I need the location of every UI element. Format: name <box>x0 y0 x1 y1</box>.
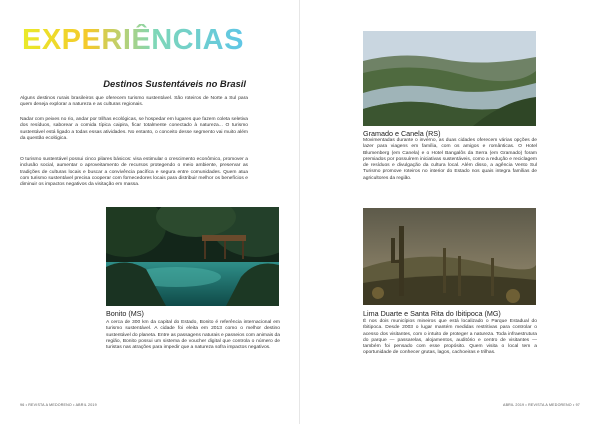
gramado-canyon-illustration <box>363 31 536 126</box>
left-footer: 96 • REVISTA A MEDORENO • ABRIL 2019 <box>20 403 97 407</box>
intro-paragraph-3: O turismo sustentável possui cinco pilares básicos: visa estimular o crescimento econômico, promover a inclusão social, aumentar o aproveitamento de recursos protegendo o meio ambiente, preservar as tradições de culturas locais e buscar a convivência pacífica e segura entre comunidades. Quem atua com turismo sustentável precisa cooperar com fornecedores locais para distribuir melhor os benefícios e diminuir os impactos negativos da visitação em massa. <box>20 157 248 188</box>
bonito-photo <box>106 207 279 306</box>
ibitipoca-cactus-illustration <box>363 208 536 305</box>
ibitipoca-photo <box>363 208 536 305</box>
bonito-lake-illustration <box>106 207 279 306</box>
intro-paragraph-1: Alguns destinos rurais brasileiros que oferecem turismo sustentável. São roteiros de Norte a Sul para quem deseja explorar a natureza e as culturas regionais. <box>20 96 248 108</box>
gramado-caption: Gramado e Canela (RS) <box>363 129 441 138</box>
gramado-paragraph: Movimentadas durante o inverno, as duas cidades oferecem várias opções de lazer para viagens em família, com os amigos e românticas. O Hotel Blumenberg (em Canela) e o Hotel Bangalôs da Serra (em Gramado) foram premiados por possuírem iniciativas sustentáveis, como a redução e reciclagem de resíduos e divulgação da cultura local. Além disso, a agência Vento Sul Turismo promove roteiros no interior do Estado nos quais integra famílias de agricultores da região. <box>363 138 537 181</box>
bonito-caption: Bonito (MS) <box>106 309 144 318</box>
section-title: EXPERIÊNCIAS <box>22 24 244 56</box>
article-subtitle: Destinos Sustentáveis no Brasil <box>103 78 246 89</box>
ibitipoca-caption: Lima Duarte e Santa Rita do Ibitipoca (MG) <box>363 309 501 318</box>
bonito-paragraph: A cerca de 300 km da capital do Estado, Bonito é referência internacional em turismo sustentável. A cidade foi eleita em 2013 como o melhor destino sustentável do planeta. Entre as passagens naturais e passeios com animais da região, Bonito possui um sistema de voucher digital que controla o número de turistas nas atrações para impedir que a natureza sofra impactos negativos. <box>106 320 280 351</box>
gramado-photo <box>363 31 536 126</box>
intro-paragraph-2: Nadar com peixes no rio, andar por trilhas ecológicas, se hospedar em lugares que fazem coleta seletiva dos resíduos, saborear a comida típica caipira, ficar totalmente conectado à natureza... O turismo sustentável está ligado a todas essas atividades. No entanto, o conceito desse segmento vai muito além da questão ecológica. <box>20 117 248 141</box>
ibitipoca-paragraph: É nos dois municípios mineiros que está localizado o Parque Estadual do Ibitipoca. Desde 2003 o lugar mantém medidas restritivas para controlar o acesso dos visitantes, com o intuito de proteger a natureza. Toda infraestrutura do parque — passarelas, alojamentos, auditório e centro de visitantes — também foi pensado com esse propósito. Quem visita o local tem a oportunidade de conhecer grutas, lagos, cachoeiras e trilhas. <box>363 319 537 356</box>
right-page <box>300 0 600 424</box>
right-footer: ABRIL 2019 • REVISTA A MEDORENO • 97 <box>502 403 580 407</box>
